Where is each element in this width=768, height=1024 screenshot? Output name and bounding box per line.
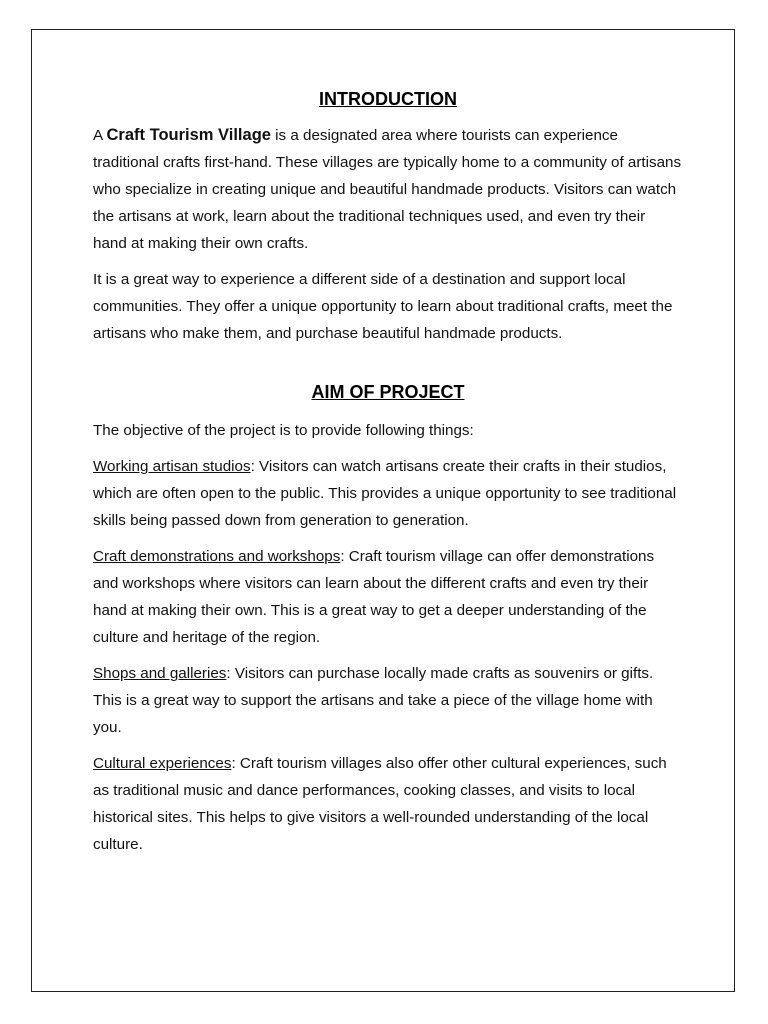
aim-item-text: : Craft tourism village can offer demonstrations and workshops where visitors can learn about the different crafts and even try their hand at making their own. This is a great way to get a deeper understanding of the culture and heritage of the region. — [93, 548, 655, 646]
craft-tourism-village-term: Craft Tourism Village — [106, 126, 271, 144]
intro-paragraph-1-text: is a designated area where tourists can experience traditional crafts first-hand. These villages are typically home to a community of artisans who specialize in creating unique and beautiful handmade products. Visitors can watch the artisans at work, learn about the traditional techniques used, and even try their hand at making their own crafts. — [93, 127, 682, 252]
aim-item-craft-demonstrations — [93, 543, 683, 651]
aim-intro: The objective of the project is to provide following things: — [93, 422, 474, 439]
aim-item-shops-and-galleries — [93, 660, 683, 741]
introduction-paragraph-2: It is a great way to experience a different side of a destination and support local communities. They offer a unique opportunity to learn about traditional crafts, meet the artisans who make them, and purchase beautiful handmade products. — [93, 271, 673, 342]
aim-item-title: Working artisan studios — [93, 458, 251, 475]
aim-item-text: : Visitors can purchase locally made crafts as souvenirs or gifts. This is a great way to support the artisans and take a piece of the village home with you. — [93, 665, 654, 736]
introduction-paragraph-1 — [93, 122, 683, 257]
aim-item-working-artisan-studios — [93, 453, 683, 534]
aim-item-title: Craft demonstrations and workshops — [93, 548, 341, 565]
aim-item-title: Shops and galleries — [93, 665, 227, 682]
aim-item-text: : Craft tourism villages also offer other cultural experiences, such as traditional music and dance performances, cooking classes, and visits to local historical sites. This helps to give visitors a well-rounded understanding of the local culture. — [93, 755, 667, 853]
intro-prefix: A — [93, 127, 107, 144]
document-content — [93, 84, 683, 867]
aim-item-text: : Visitors can watch artisans create their crafts in their studios, which are often open to the public. This provides a unique opportunity to see traditional skills being passed down from generation to generation. — [93, 458, 677, 529]
aim-item-title: Cultural experiences — [93, 755, 232, 772]
introduction-heading: INTRODUCTION — [319, 89, 457, 109]
aim-item-cultural-experiences — [93, 750, 683, 858]
aim-heading: AIM OF PROJECT — [311, 382, 465, 402]
